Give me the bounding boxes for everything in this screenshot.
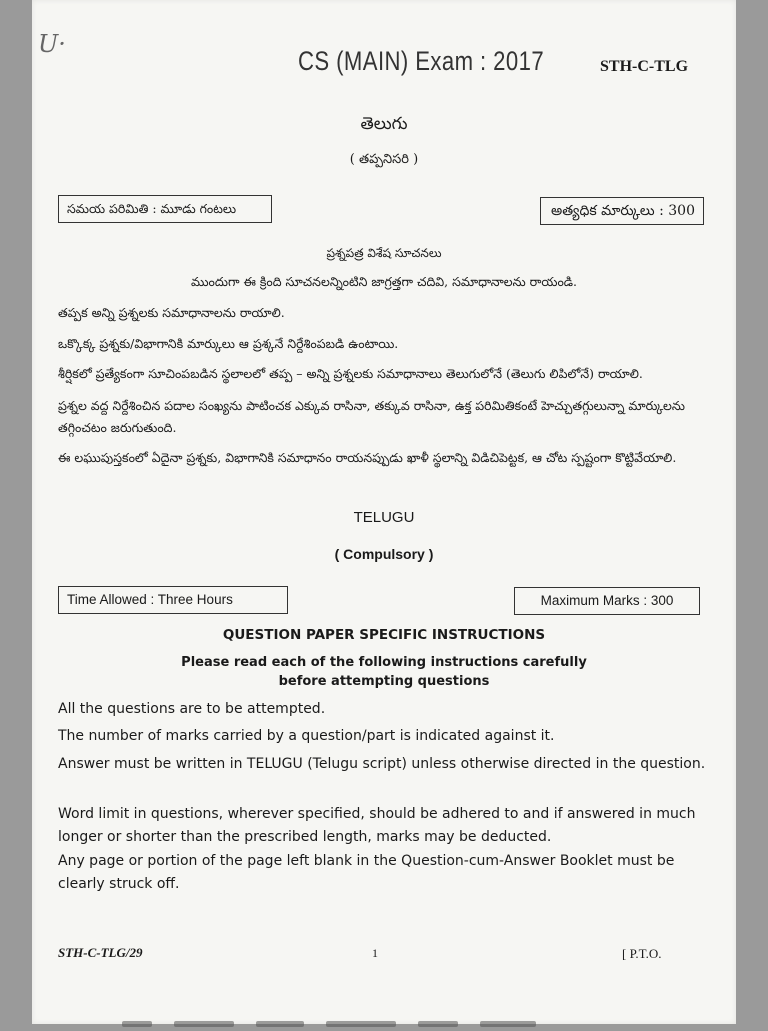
english-max-marks-box: Maximum Marks : 300 [514,587,700,615]
footer-page-number: 1 [372,946,378,960]
footer-paper-code: STH-C-TLG/29 [58,945,143,960]
english-instruction-paragraph: Any page or portion of the page left blank in the Question-cum-Answer Booklet must be clearly struck off. [58,853,675,892]
telugu-compulsory: ( తప్పనిసరి ) [349,152,419,167]
english-read-line-1: Please read each of the following instructions carefully [181,655,587,670]
telugu-instruction-line: ఒక్కొక్క ప్రశ్నకు/విభాగానికి మార్కులు ఆ ప్రశ్కనే నిర్దేశింపబడి ఉంటాయి. [58,336,399,351]
telugu-instruction-line: తప్పక అన్ని ప్రశ్నలకు సమాధానాలను రాయాలి. [58,305,285,320]
english-read-line-2: before attempting questions [278,674,490,689]
telugu-max-marks-box: అత్యధిక మార్కులు : 300 [540,197,704,225]
telugu-instruction-line: ప్రశ్నల వద్ద నిర్దేశించిన పదాల సంఖ్యను పాటించక ఎక్కువ రాసినా, తక్కువ రాసినా, ఉక్త పరిమితికంటే హెచ్చుతగ్గులున్నా మార్కులను [58,398,686,413]
telugu-subject-title: తెలుగు [360,114,408,134]
english-instruction-paragraph: Answer must be written in TELUGU (Telugu script) unless otherwise directed in the question. [58,756,706,772]
handwritten-mark: U· [38,30,66,58]
english-instruction-paragraph: All the questions are to be attempted. [58,701,326,717]
telugu-instruction-line: శీర్షికలో ప్రత్యేకంగా సూచింపబడిన స్థలాలలో తప్ప – అన్ని ప్రశ్నలకు సమాధానాలు తెలుగులోనే (తెలుగు లిపిలోనే) రాయాలి. [58,366,643,381]
question-paper-page [32,0,736,1024]
english-subject-title: TELUGU [353,509,415,526]
telugu-read-first: ముందుగా ఈ క్రింది సూచనలన్నింటిని జాగ్రత్తగా చదివి, సమాధానాలను రాయండి. [190,274,578,289]
telugu-instructions-heading: ప్రశ్నపత్ర విశేష సూచనలు [326,246,442,260]
english-instructions-heading: QUESTION PAPER SPECIFIC INSTRUCTIONS [222,627,546,643]
english-time-allowed-box: Time Allowed : Three Hours [58,586,288,614]
exam-title: CS (MAIN) Exam : 2017 [298,46,545,76]
paper-code: STH-C-TLG [600,58,689,75]
english-compulsory: ( Compulsory ) [334,546,434,562]
english-instruction-paragraph: Word limit in questions, wherever specified, should be adhered to and if answered in much longer or shorter than the prescribed length, marks may be deducted. [58,806,696,845]
telugu-instruction-line: ఈ లఘుపుస్తకంలో ఏదైనా ప్రశ్నకు, విభాగానికి సమాధానం రాయనప్పుడు ఖాళీ స్థలాన్ని విడిచిపెట్టక, ఆ చోట స్పష్టంగా కొట్టివేయాలి. [58,450,677,465]
english-instruction-paragraph: The number of marks carried by a question/part is indicated against it. [58,728,555,744]
telugu-time-allowed-box: సమయ పరిమితి : మూడు గంటలు [58,195,272,223]
footer-pto: [ P.T.O. [622,946,662,961]
telugu-instruction-line: తగ్గించటం జరుగుతుంది. [58,420,177,435]
